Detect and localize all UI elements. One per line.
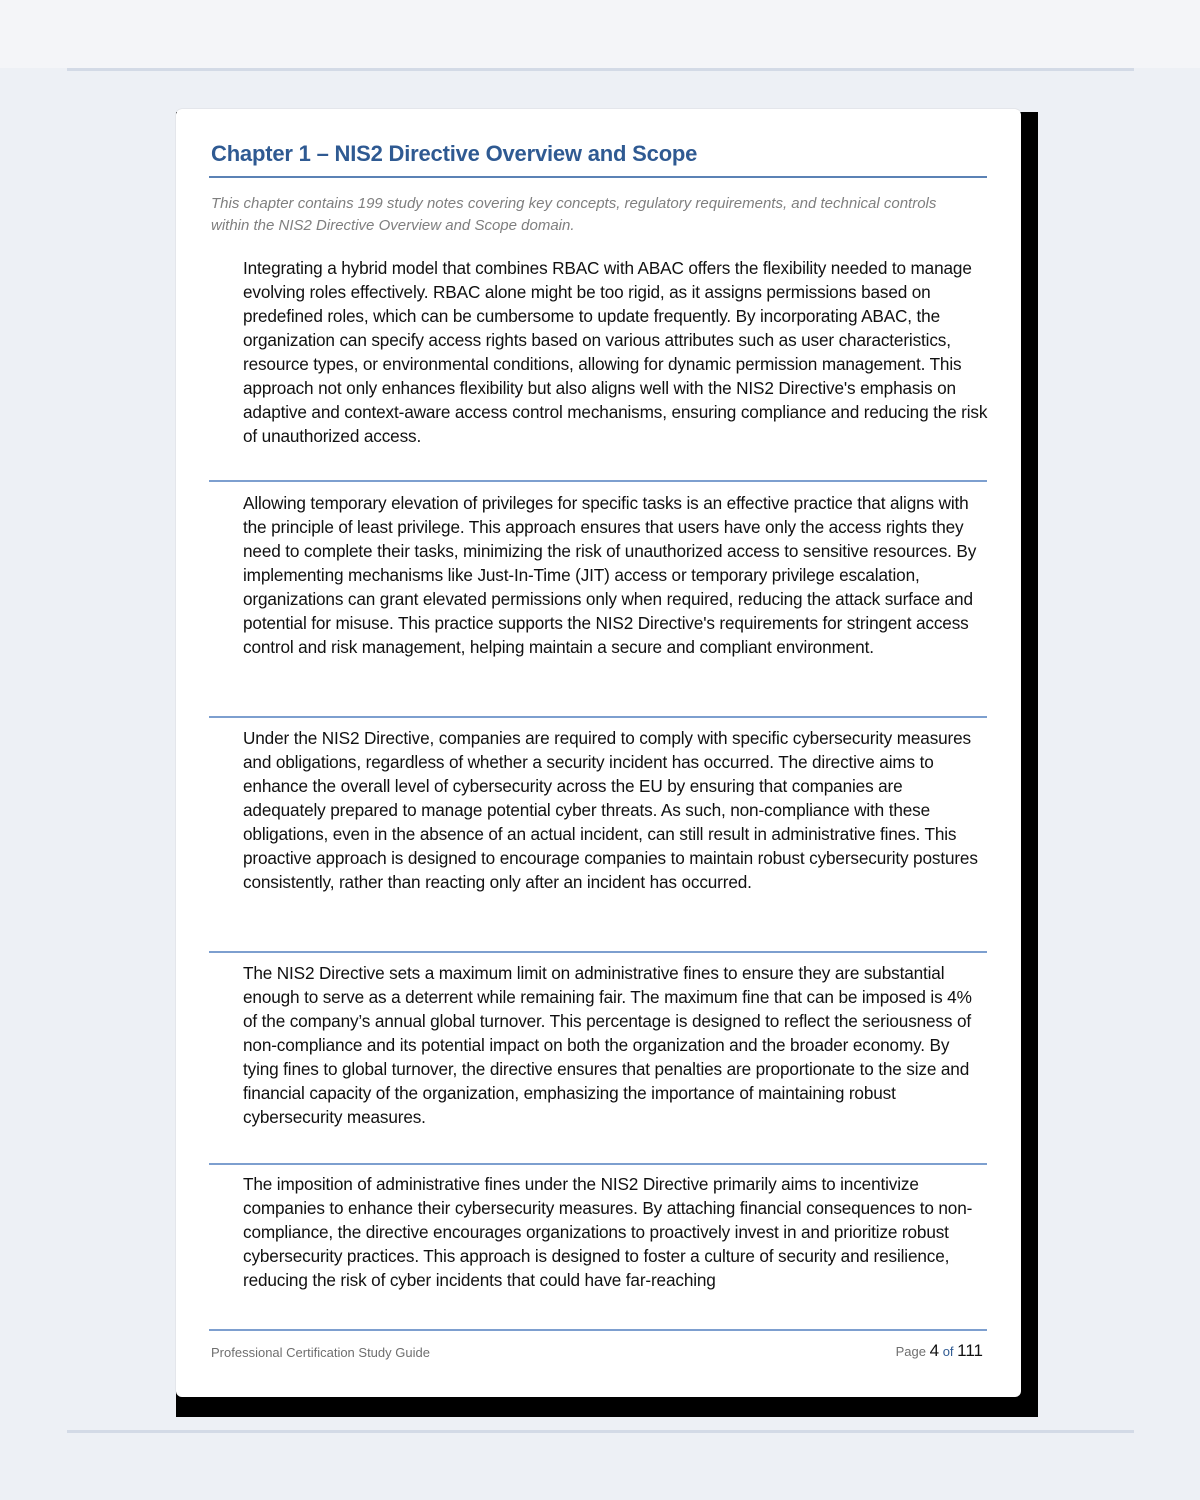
of-label: of (942, 1344, 954, 1359)
note-divider (209, 716, 987, 718)
document-page (176, 109, 1021, 1397)
study-note: Allowing temporary elevation of privileges for specific tasks is an effective practice that aligns with the principle of least privilege. This approach ensures that users have only the access rights they need to complete their tasks, minimizing the risk of unauthorized access to sensitive resources. By implementing mechanisms like Just-In-Time (JIT) access or temporary privilege escalation, organizations can grant elevated permissions only when required, reducing the attack surface and potential for misuse. This practice supports the NIS2 Directive's requirements for stringent access control and risk management, helping maintain a secure and compliant environment. (243, 493, 977, 657)
note-divider (209, 1163, 987, 1165)
bottom-divider (67, 1430, 1134, 1433)
chapter-intro: This chapter contains 199 study notes covering key concepts, regulatory requirements, and technical controls within the NIS2 Directive Overview and Scope domain. (211, 195, 937, 234)
note-divider (209, 951, 987, 953)
footer-divider (209, 1329, 987, 1331)
page-label: Page (895, 1344, 926, 1359)
note-divider (209, 480, 987, 482)
viewer-top-bar (0, 0, 1200, 68)
footer-guide-title: Professional Certification Study Guide (211, 1345, 430, 1360)
study-note: Integrating a hybrid model that combines RBAC with ABAC offers the flexibility needed to manage evolving roles effectively. RBAC alone might be too rigid, as it assigns permissions based on predefined roles, which can be cumbersome to update frequently. By incorporating ABAC, the organization can specify access rights based on various attributes such as user characteristics, resource types, or environmental conditions, allowing for dynamic permission management. This approach not only enhances flexibility but also aligns well with the NIS2 Directive's emphasis on adaptive and context-aware access control mechanisms, ensuring compliance and reducing the risk of unauthorized access. (243, 258, 988, 446)
total-pages: 111 (957, 1341, 983, 1360)
top-divider (67, 68, 1134, 71)
page-indicator (896, 1341, 983, 1361)
study-note: The imposition of administrative fines under the NIS2 Directive primarily aims to incentivize companies to enhance their cybersecurity measures. By attaching financial consequences to non-compliance, the directive encourages organizations to proactively invest in and prioritize robust cybersecurity practices. This approach is designed to foster a culture of security and resilience, reducing the risk of cyber incidents that could have far-reaching (243, 1174, 973, 1290)
current-page-number: 4 (929, 1341, 940, 1360)
study-note: Under the NIS2 Directive, companies are required to comply with specific cybersecurity measures and obligations, regardless of whether a security incident has occurred. The directive aims to enhance the overall level of cybersecurity across the EU by ensuring that companies are adequately prepared to manage potential cyber threats. As such, non-compliance with these obligations, even in the absence of an actual incident, can still result in administrative fines. This proactive approach is designed to encourage companies to maintain robust cybersecurity postures consistently, rather than reacting only after an incident has occurred. (243, 728, 978, 892)
title-divider (209, 176, 987, 178)
chapter-title: Chapter 1 – NIS2 Directive Overview and Scope (211, 141, 698, 166)
study-note: The NIS2 Directive sets a maximum limit on administrative fines to ensure they are substantial enough to serve as a deterrent while remaining fair. The maximum fine that can be imposed is 4% of the company’s annual global turnover. This percentage is designed to reflect the seriousness of non-compliance and its potential impact on both the organization and the broader economy. By tying fines to global turnover, the directive ensures that penalties are proportionate to the size and financial capacity of the organization, emphasizing the importance of maintaining robust cybersecurity measures. (243, 963, 972, 1127)
